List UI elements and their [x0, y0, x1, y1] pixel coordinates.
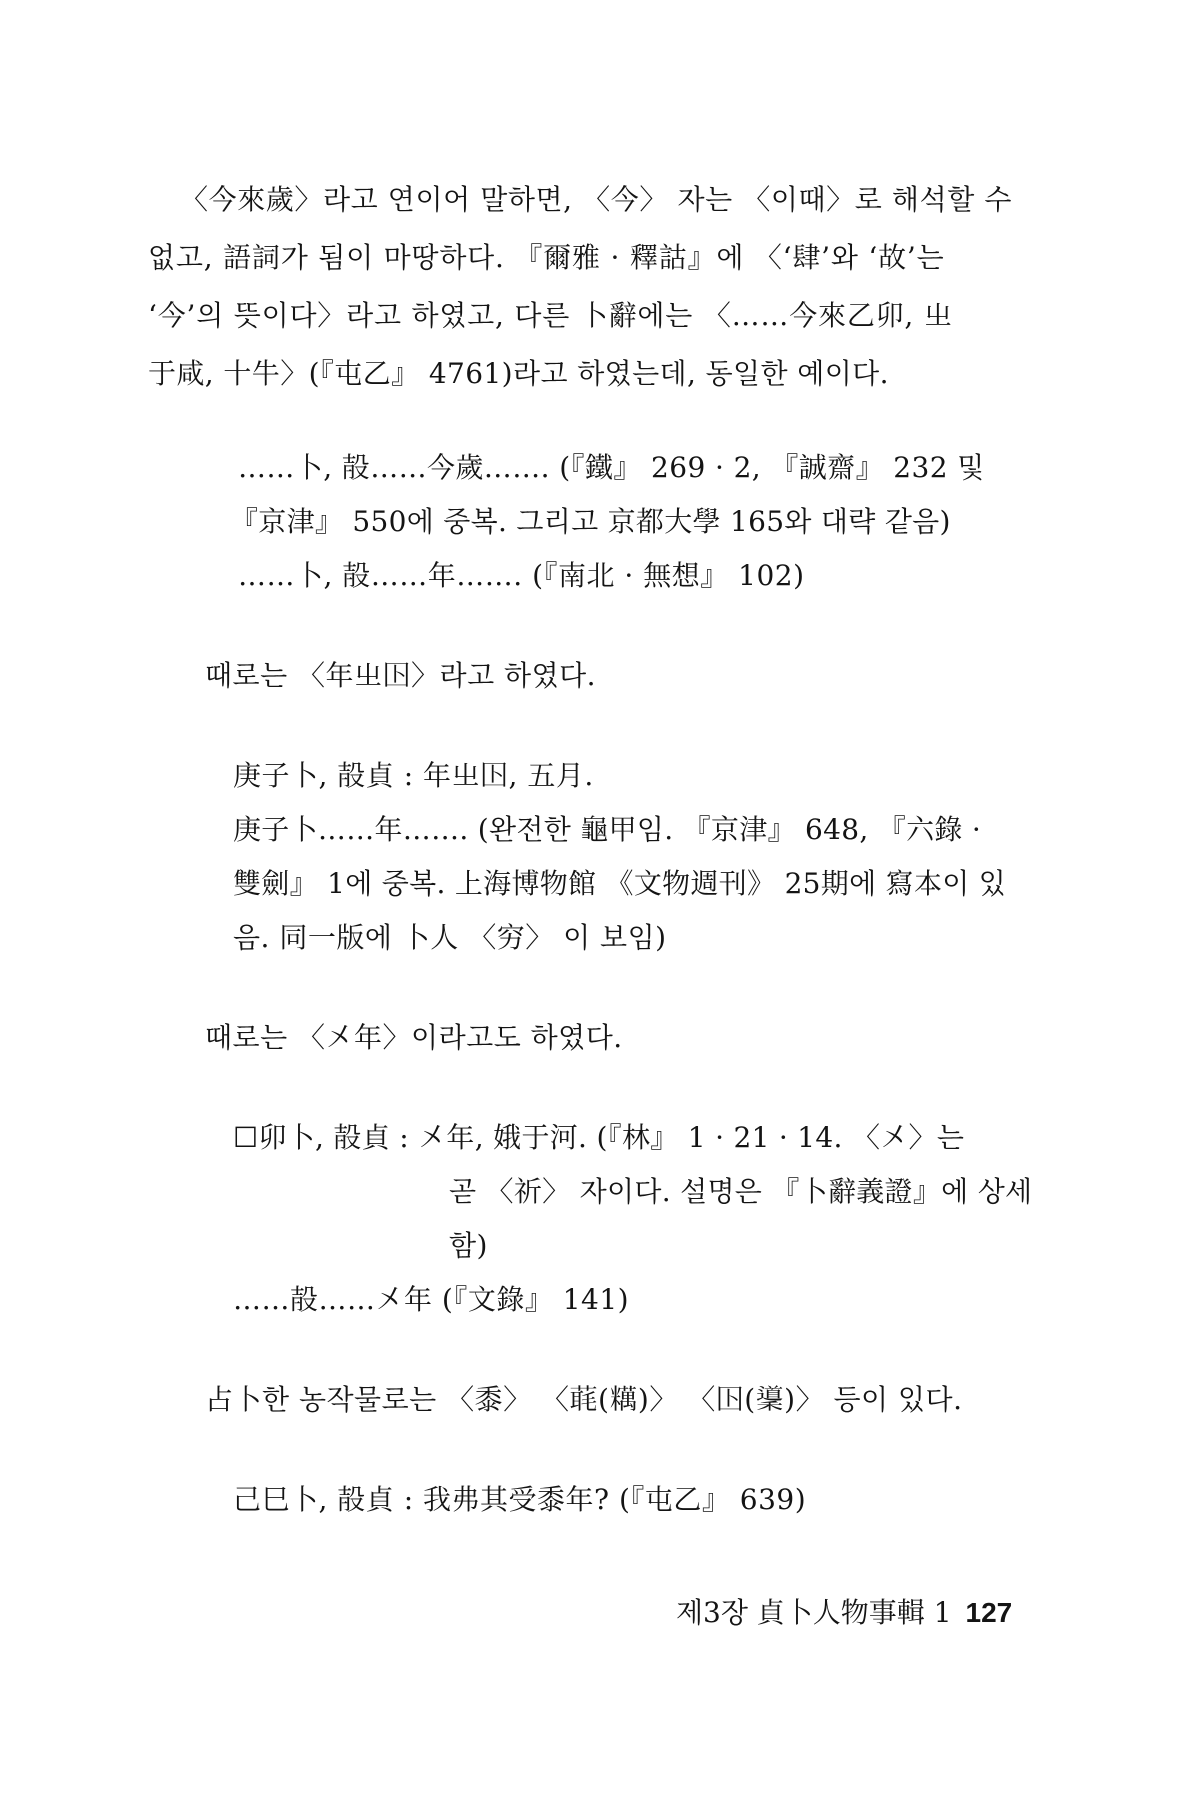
paragraph-1-line-3: ‘今’의 뜻이다〉라고 하였고, 다른 卜辭에는 〈……今來乙卯, 㞢 — [148, 299, 953, 332]
page-number: 127 — [965, 1597, 1013, 1628]
quote-2-line-3: 雙劍』 1에 중복. 上海博物館 《文物週刊》 25期에 寫本이 있 — [233, 867, 1007, 900]
running-title: 제3장 貞卜人物事輯 1 — [676, 1596, 952, 1629]
quote-3-line-4: ……㱿……㐅年 (『文錄』 141) — [233, 1283, 630, 1316]
paragraph-4: 占卜한 농작물로는 〈黍〉 〈𦶇(䊪)〉 〈𡆥(䆃)〉 등이 있다. — [205, 1383, 963, 1416]
quote-3-line-2: 곧 〈祈〉 자이다. 설명은 『卜辭義證』에 상세 — [449, 1175, 1033, 1208]
quote-4: 己巳卜, 㱿貞 : 我弗其受黍年? (『屯乙』 639) — [233, 1483, 807, 1516]
paragraph-1-line-2: 없고, 語詞가 됨이 마땅하다. 『爾雅 · 釋詁』에 〈‘肆’와 ‘故’는 — [148, 241, 945, 274]
quote-1-line-3: ……卜, 㱿……年……. (『南北 · 無想』 102) — [238, 559, 805, 592]
quote-2-line-2: 庚子卜……年……. (완전한 龜甲임. 『京津』 648, 『六錄 · — [233, 813, 982, 846]
paragraph-1-line-1: 〈今來歲〉라고 연이어 말하면, 〈今〉 자는 〈이때〉로 해석할 수 — [180, 183, 1013, 216]
paragraph-1-line-4: 于咸, 十牛〉(『屯乙』 4761)라고 하였는데, 동일한 예이다. — [148, 357, 889, 390]
quote-1-line-1: ……卜, 㱿……今歲……. (『鐵』 269 · 2, 『誠齋』 232 및 — [238, 451, 985, 484]
paragraph-2: 때로는 〈年㞢𡆥〉라고 하였다. — [205, 659, 597, 692]
quote-3-line-1: ☐卯卜, 㱿貞 : 㐅年, 娥于河. (『林』 1 · 21 · 14. 〈㐅〉는 — [233, 1121, 965, 1154]
quote-2-line-1: 庚子卜, 㱿貞 : 年㞢𡆥, 五月. — [233, 759, 594, 792]
quote-1-line-2: 『京津』 550에 중복. 그리고 京都大學 165와 대략 같음) — [230, 505, 951, 538]
page-footer — [676, 1593, 1012, 1633]
quote-3-line-3: 함) — [449, 1229, 488, 1262]
quote-2-line-4: 음. 同一版에 卜人 〈穷〉 이 보임) — [233, 921, 667, 954]
paragraph-3: 때로는 〈㐅年〉이라고도 하였다. — [205, 1021, 623, 1054]
